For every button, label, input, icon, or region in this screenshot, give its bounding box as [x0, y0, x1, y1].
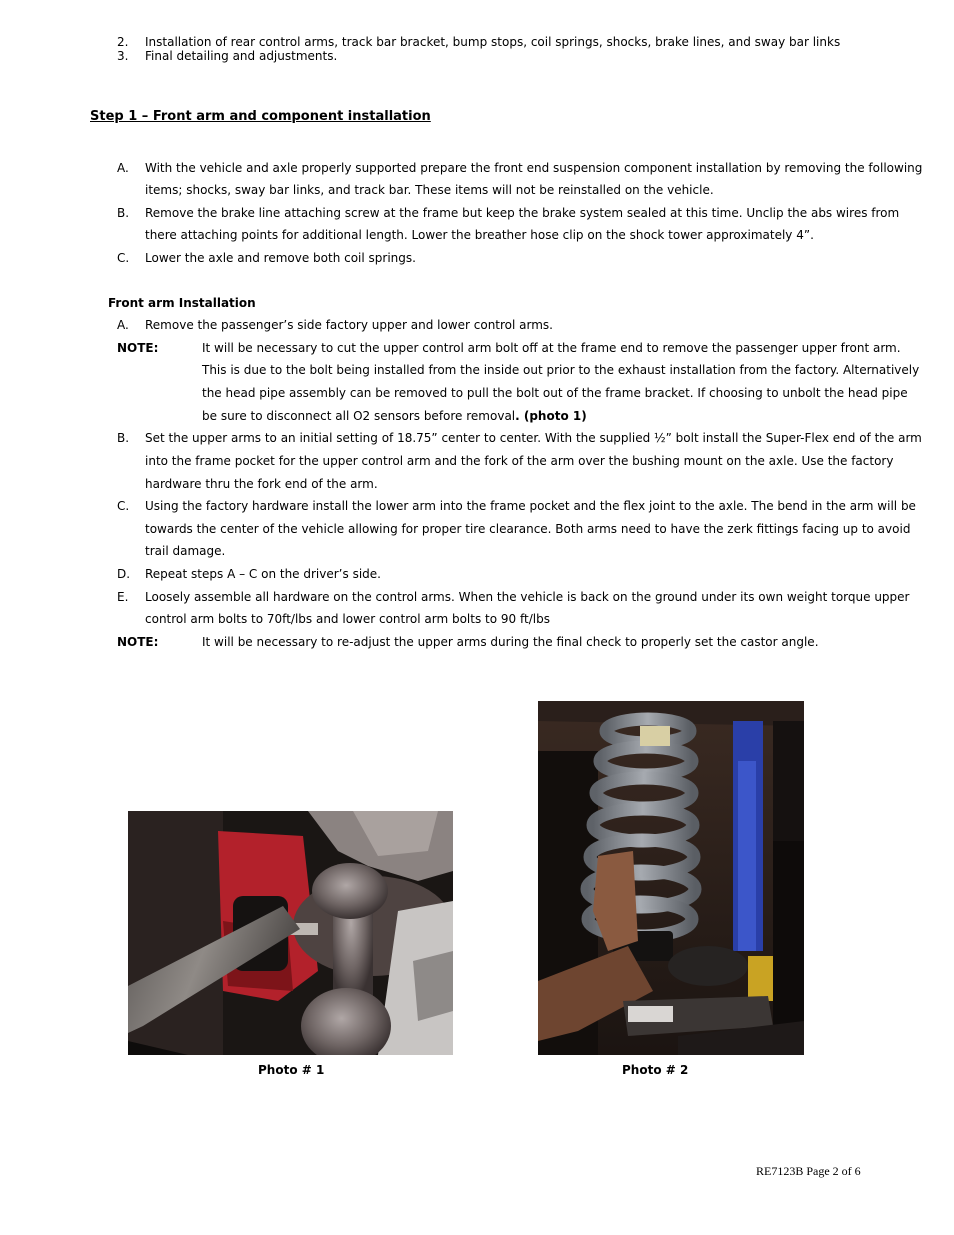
front-arm-a-label: A.: [117, 318, 129, 332]
photo1-reference: . (photo 1): [515, 409, 587, 423]
step1-item-b-label: B.: [117, 206, 130, 220]
note1-line4-text: be sure to disconnect all O2 sensors before removal: [202, 409, 516, 423]
front-arm-e-line2: control arm bolts to 70ft/lbs and lower control arm bolts to 90 ft/lbs: [145, 612, 550, 626]
front-arm-d-text: Repeat steps A – C on the driver’s side.: [145, 567, 381, 581]
list-number-3: 3.: [117, 49, 129, 63]
list-item-2: Installation of rear control arms, track bar bracket, bump stops, coil springs, shocks, brake lines, and sway bar links: [145, 35, 841, 49]
photo-2-caption: Photo # 2: [622, 1063, 689, 1077]
step1-item-b-line2: there attaching points for additional length. Lower the breather hose clip on the shock tower approximately 4”.: [145, 228, 814, 242]
front-arm-b-line1: Set the upper arms to an initial setting of 18.75” center to center. With the supplied ½” bolt install the Super-Flex end of the arm: [145, 431, 922, 445]
list-number-2: 2.: [117, 35, 129, 49]
step1-item-b-line1: Remove the brake line attaching screw at the frame but keep the brake system sealed at this time. Unclip the abs wires from: [145, 206, 900, 220]
front-arm-heading: Front arm Installation: [108, 296, 256, 310]
front-arm-e-line1: Loosely assemble all hardware on the control arms. When the vehicle is back on the ground under its own weight torque upper: [145, 590, 910, 604]
front-arm-c-line2: towards the center of the vehicle allowing for proper tire clearance. Both arms need to have the zerk fittings facing up to avoid: [145, 522, 911, 536]
note1-label: NOTE:: [117, 341, 159, 355]
note2-text: It will be necessary to re-adjust the upper arms during the final check to properly set the castor angle.: [202, 635, 819, 649]
step1-item-a-line1: With the vehicle and axle properly supported prepare the front end suspension component installation by removing the following: [145, 161, 923, 175]
step1-heading: Step 1 – Front arm and component installation: [90, 109, 431, 124]
step1-item-a-line2: items; shocks, sway bar links, and track bar. These items will not be reinstalled on the vehicle.: [145, 183, 714, 197]
step1-item-c-label: C.: [117, 251, 130, 265]
note1-line1: It will be necessary to cut the upper control arm bolt off at the frame end to remove the passenger upper front arm.: [202, 341, 901, 355]
photo-1-exhaust-control-arm: [128, 811, 453, 1055]
front-arm-c-label: C.: [117, 499, 130, 513]
note1-line4: [202, 409, 587, 423]
step1-item-a-label: A.: [117, 161, 129, 175]
note1-line2: This is due to the bolt being installed from the inside out prior to the exhaust installation from the factory. Alternatively: [202, 363, 920, 377]
front-arm-a-text: Remove the passenger’s side factory upper and lower control arms.: [145, 318, 553, 332]
note2-label: NOTE:: [117, 635, 159, 649]
front-arm-b-label: B.: [117, 431, 130, 445]
front-arm-b-line3: hardware thru the fork end of the arm.: [145, 477, 378, 491]
front-arm-c-line1: Using the factory hardware install the lower arm into the frame pocket and the flex joint to the axle. The bend in the arm will be: [145, 499, 916, 513]
list-item-3: Final detailing and adjustments.: [145, 49, 338, 63]
photo-2-coil-spring: [538, 701, 804, 1055]
note1-line3: the head pipe assembly can be removed to pull the bolt out of the frame bracket. If choosing to unbolt the head pipe: [202, 386, 908, 400]
step1-item-c-line1: Lower the axle and remove both coil springs.: [145, 251, 416, 265]
front-arm-e-label: E.: [117, 590, 129, 604]
photo-1-caption: Photo # 1: [258, 1063, 325, 1077]
front-arm-b-line2: into the frame pocket for the upper control arm and the fork of the arm over the bushing mount on the axle. Use the factory: [145, 454, 894, 468]
front-arm-d-label: D.: [117, 567, 131, 581]
front-arm-c-line3: trail damage.: [145, 544, 226, 558]
page-footer: RE7123B Page 2 of 6: [756, 1164, 861, 1178]
